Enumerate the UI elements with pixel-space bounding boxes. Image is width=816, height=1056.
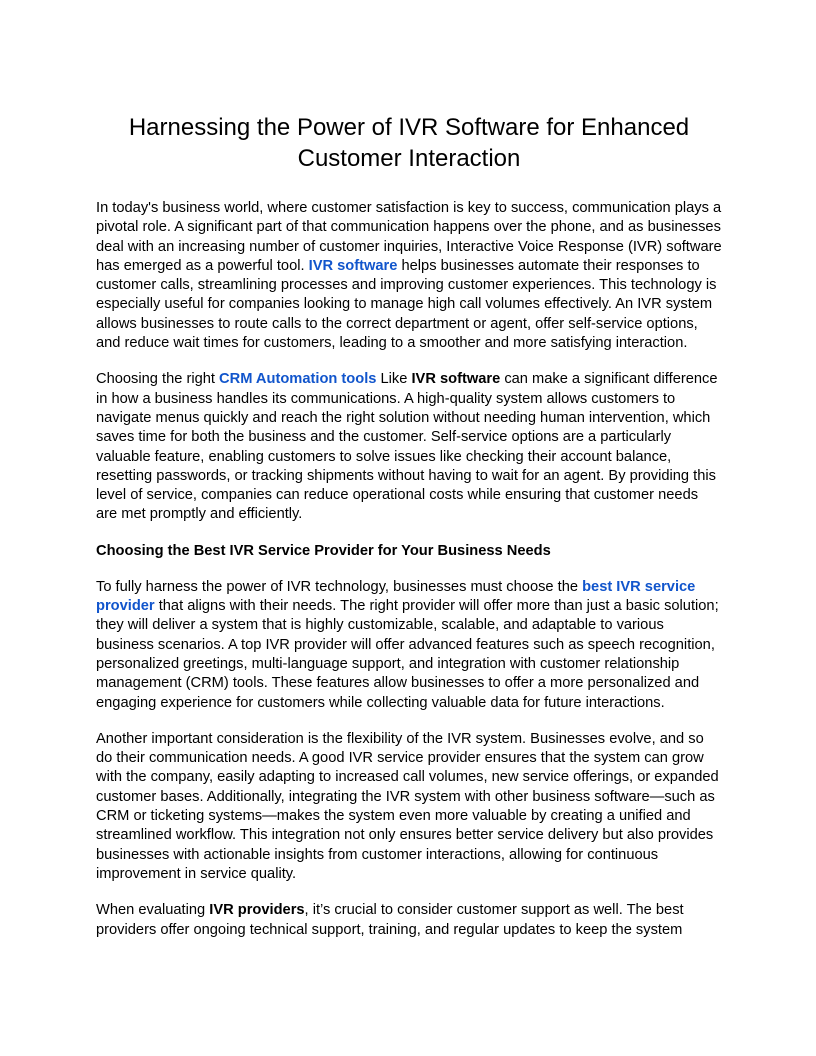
paragraph bbox=[96, 901, 722, 940]
section-heading bbox=[96, 542, 722, 561]
text-run: To fully harness the power of IVR technology, businesses must choose the bbox=[96, 578, 583, 595]
hyperlink[interactable]: IVR software bbox=[308, 257, 398, 274]
text-run: In today's business world, where customer satisfaction is key to success, communication plays a pivotal role. A significant part of that communication happens over the phone, and as businesses deal with an increasing number of customer inquiries, Interactive Voice Response (IVR) software has emerged as a powerful tool. bbox=[96, 200, 722, 274]
bold-text: IVR software bbox=[411, 371, 501, 388]
document-body bbox=[96, 199, 722, 940]
text-run: Like bbox=[376, 371, 412, 388]
hyperlink[interactable]: best IVR service provider bbox=[96, 578, 696, 615]
paragraph bbox=[96, 370, 722, 524]
text-run: When evaluating bbox=[96, 902, 210, 919]
paragraph bbox=[96, 578, 722, 713]
text-run: that aligns with their needs. The right provider will offer more than just a basic solution; they will deliver a system that is highly customizable, scalable, and adaptable to various business scenarios. A top IVR provider will offer advanced features such as speech recognition, personalized greetings, multi-language support, and integration with customer relationship management (CRM) tools. These features allow businesses to offer a more personalized and engaging experience for customers while collecting valuable data for future interactions. bbox=[96, 598, 719, 711]
text-run: , it’s crucial to consider customer support as well. The best providers offer ongoing technical support, training, and regular updates to keep the system bbox=[96, 902, 684, 938]
text-run: Choosing the Best IVR Service Provider for Your Business Needs bbox=[96, 542, 551, 559]
text-run: Choosing the right bbox=[96, 371, 220, 388]
hyperlink[interactable]: CRM Automation tools bbox=[219, 371, 377, 388]
document-page bbox=[96, 112, 722, 957]
document-title: Harnessing the Power of IVR Software for Enhanced Customer Interaction bbox=[128, 114, 690, 172]
paragraph bbox=[96, 199, 722, 353]
text-run: helps businesses automate their responses to customer calls, streamlining processes and improving customer experiences. This technology is especially useful for companies looking to manage high call volumes effectively. An IVR system allows businesses to route calls to the correct department or agent, offer self-service options, and reduce wait times for customers, leading to a smoother and more satisfying interaction. bbox=[96, 257, 717, 352]
text-run: can make a significant difference in how a business handles its communications. A high-quality system allows customers to navigate menus quickly and reach the right solution without needing human intervention, which saves time for both the business and the customer. Self-service options are a particularly valuable feature, enabling customers to solve issues like checking their account balance, resetting passwords, or tracking shipments without having to wait for an agent. By providing this level of service, companies can reduce operational costs while ensuring that customer needs are met promptly and efficiently. bbox=[96, 371, 718, 523]
bold-text: IVR providers bbox=[209, 902, 305, 919]
paragraph bbox=[96, 730, 722, 884]
text-run: Another important consideration is the flexibility of the IVR system. Businesses evolve, and so do their communication needs. A good IVR service provider ensures that the system can grow with the company, easily adapting to increased call volumes, new service offerings, or expanded customer bases. Additionally, integrating the IVR system with other business software—such as CRM or ticketing systems—makes the system even more valuable by creating a unified and streamlined workflow. This integration not only ensures better service delivery but also provides businesses with actionable insights from customer interactions, allowing for continuous improvement in service quality. bbox=[96, 730, 719, 882]
